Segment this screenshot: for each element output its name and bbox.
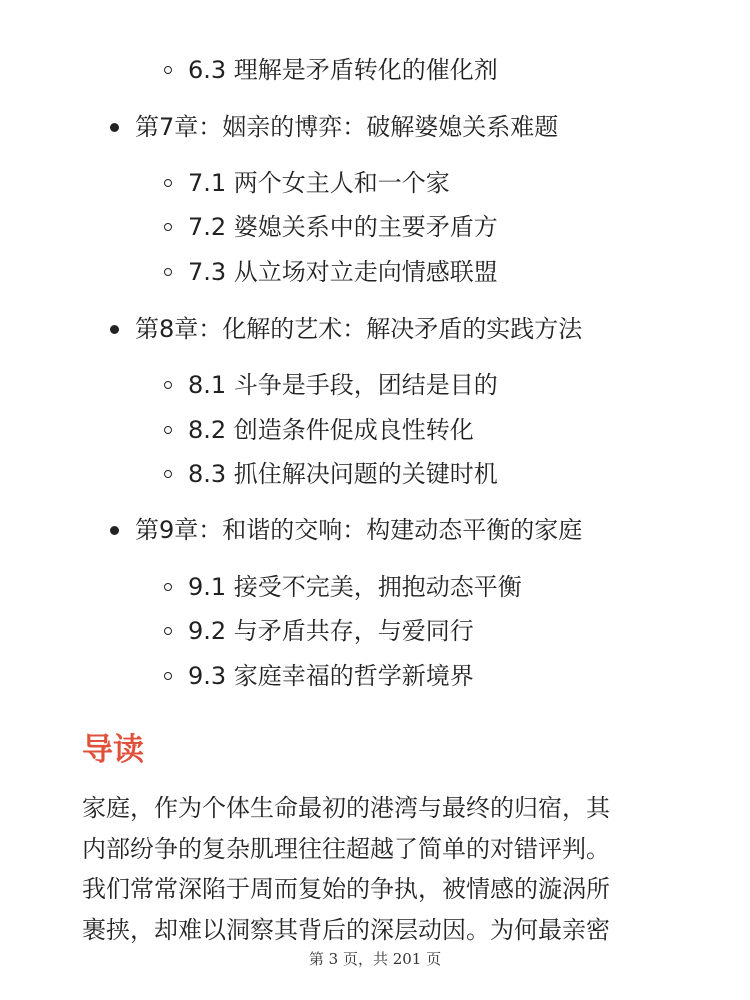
toc-section-9-3[interactable] [164,660,474,692]
toc-section-label: 9.3 家庭幸福的哲学新境界 [188,662,474,690]
paragraph-line: 裹挟，却难以洞察其背后的深层动因。为何最亲密 [82,916,610,944]
toc-chapter-9[interactable] [110,514,582,546]
hollow-bullet-icon [164,470,172,478]
hollow-bullet-icon [164,426,172,434]
toc-section-label: 7.3 从立场对立走向情感联盟 [188,258,498,286]
toc-section-label: 8.2 创造条件促成良性转化 [188,416,474,444]
filled-bullet-icon [110,123,119,132]
paragraph-line: 我们常常深陷于周而复始的争执，被情感的漩涡所 [82,875,610,903]
toc-section-8-3[interactable] [164,458,498,490]
toc-chapter-label: 第7章：姻亲的博弈：破解婆媳关系难题 [135,113,559,141]
toc-section-label: 8.3 抓住解决问题的关键时机 [188,460,498,488]
paragraph-line: 内部纷争的复杂肌理往往超越了简单的对错评判。 [82,835,610,863]
toc-section-7-3[interactable] [164,256,498,288]
toc-chapter-label: 第9章：和谐的交响：构建动态平衡的家庭 [135,516,583,544]
toc-section-label: 8.1 斗争是手段，团结是目的 [188,371,498,399]
hollow-bullet-icon [164,179,172,187]
toc-section-7-1[interactable] [164,167,450,199]
toc-section-9-1[interactable] [164,571,522,603]
page-number-footer: 第 3 页，共 201 页 [308,950,442,968]
filled-bullet-icon [110,325,119,334]
hollow-bullet-icon [164,66,172,74]
hollow-bullet-icon [164,672,172,680]
hollow-bullet-icon [164,583,172,591]
filled-bullet-icon [110,526,119,535]
toc-section-8-1[interactable] [164,369,498,401]
toc-section-label: 7.1 两个女主人和一个家 [188,169,450,197]
toc-section-9-2[interactable] [164,615,474,647]
toc-section-label: 6.3 理解是矛盾转化的催化剂 [188,56,498,84]
toc-section-6-3[interactable] [164,54,498,86]
hollow-bullet-icon [164,223,172,231]
toc-section-label: 9.2 与矛盾共存，与爱同行 [188,617,474,645]
toc-chapter-8[interactable] [110,313,582,345]
hollow-bullet-icon [164,268,172,276]
intro-heading: 导读 [82,732,144,768]
toc-section-8-2[interactable] [164,414,474,446]
toc-section-7-2[interactable] [164,211,498,243]
toc-chapter-label: 第8章：化解的艺术：解决矛盾的实践方法 [135,315,583,343]
toc-chapter-7[interactable] [110,111,558,143]
toc-section-label: 9.1 接受不完美，拥抱动态平衡 [188,573,522,601]
paragraph-line: 家庭，作为个体生命最初的港湾与最终的归宿，其 [82,794,610,822]
hollow-bullet-icon [164,627,172,635]
hollow-bullet-icon [164,381,172,389]
toc-section-label: 7.2 婆媳关系中的主要矛盾方 [188,213,498,241]
